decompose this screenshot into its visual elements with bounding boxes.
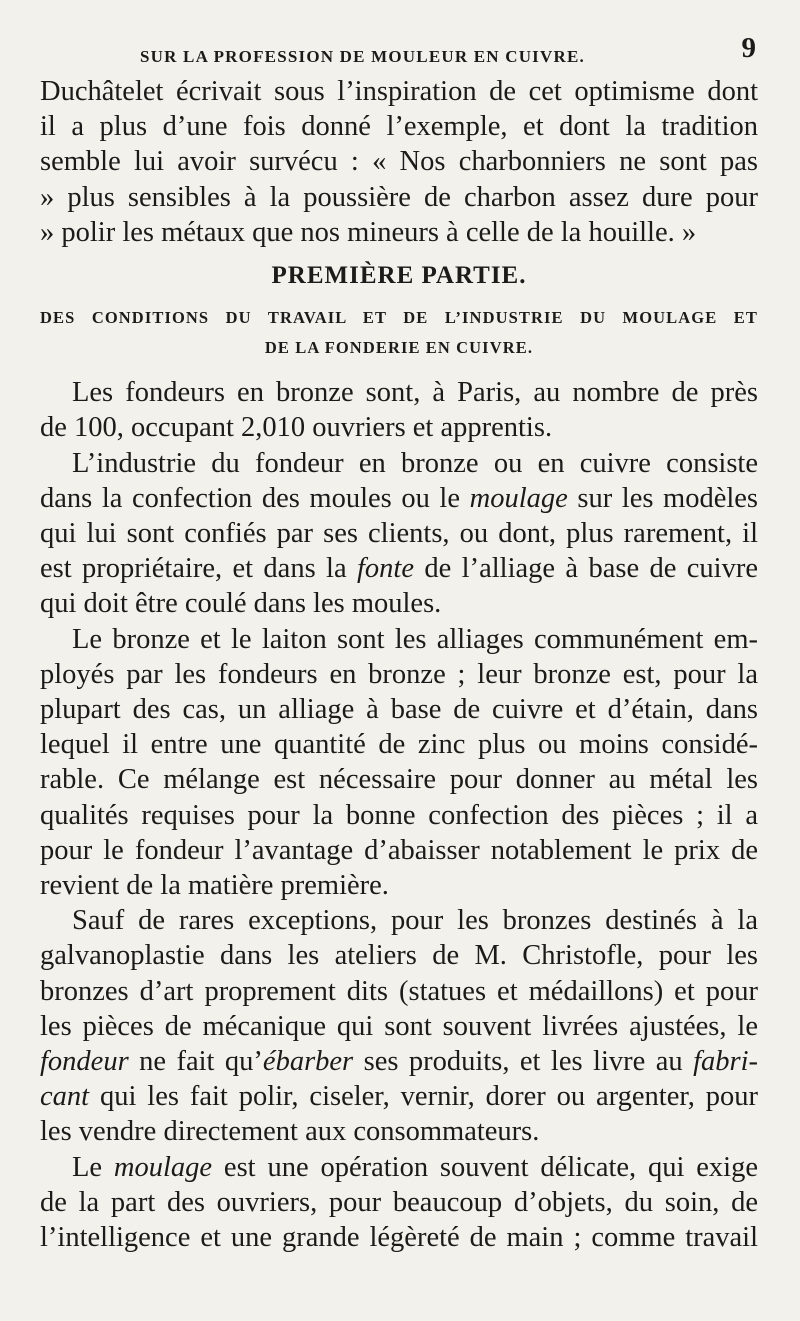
text-line: bronzes d’art proprement dits (statues et médaillons) et pour: [40, 975, 758, 1007]
text-segment: qui les fait polir, ciseler, vernir, dorer ou argenter, pour: [89, 1081, 758, 1113]
text-line: les pièces de mécanique qui sont souvent livrées ajustées, le: [40, 1010, 758, 1042]
text-line: Le bronze et le laiton sont les alliages communément em-: [72, 623, 758, 655]
running-title: SUR LA PROFESSION DE MOULEUR EN CUIVRE.: [140, 47, 585, 66]
text-line: [40, 1079, 758, 1114]
text-line: [40, 481, 758, 516]
text-line: Sauf de rares exceptions, pour les bronzes destinés à la: [72, 905, 758, 937]
text-line: les vendre directement aux consommateurs.: [40, 1116, 540, 1148]
section-title-line: DES CONDITIONS DU TRAVAIL ET DE L’INDUSTRIE DU MOULAGE ET: [40, 308, 758, 328]
text-segment: de l’alliage à base de cuivre: [414, 553, 758, 585]
text-line: pour le fondeur l’avantage d’abaisser notablement le prix de: [40, 834, 758, 866]
paragraph-3: [40, 622, 758, 904]
text-line: lequel il entre une quantité de zinc plus ou moins considé-: [40, 729, 758, 761]
paragraph-2: [40, 446, 758, 622]
intro-paragraph: [40, 74, 758, 250]
text-line: semble lui avoir survécu : « Nos charbonniers ne sont pas: [40, 146, 758, 178]
text-line: Duchâtelet écrivait sous l’inspiration de cet optimisme dont: [40, 76, 758, 107]
section-title: [40, 303, 758, 363]
text-line: l’intelligence et une grande légèreté de main ; comme travail: [40, 1222, 758, 1254]
part-title: PREMIÈRE PARTIE.: [271, 262, 527, 290]
text-line: galvanoplastie dans les ateliers de M. Christofle, pour les: [40, 940, 758, 972]
text-segment: ses produits, et les livre au: [353, 1046, 694, 1078]
paragraph-1: [40, 375, 758, 445]
text-line: de la part des ouvriers, pour beaucoup d’objets, du soin, de: [40, 1186, 758, 1218]
paragraph-5: [40, 1150, 758, 1256]
text-line: qualités requises pour la bonne confection des pièces ; il a: [40, 799, 758, 831]
paragraph-4: [40, 903, 758, 1149]
italic-term: moulage: [113, 1151, 213, 1183]
text-line: Les fondeurs en bronze sont, à Paris, au nombre de près: [72, 377, 758, 409]
text-segment: sur les modèles: [567, 482, 759, 514]
text-line: [40, 1150, 758, 1185]
text-line: qui doit être coulé dans les moules.: [40, 588, 442, 620]
italic-term: fonte: [357, 553, 415, 585]
text-line: rable. Ce mélange est nécessaire pour donner au métal les: [40, 764, 758, 796]
section-title-line: DE LA FONDERIE EN CUIVRE.: [264, 338, 534, 358]
running-head: [40, 30, 758, 74]
italic-term: fondeur: [40, 1046, 129, 1078]
text-segment: est une opération souvent délicate, qui exige: [212, 1151, 758, 1183]
text-line: il a plus d’une fois donné l’exemple, et dont la tradition: [40, 111, 758, 143]
text-segment: Le: [72, 1151, 114, 1183]
text-line: » polir les métaux que nos mineurs à celle de la houille. »: [40, 216, 697, 248]
italic-term: moulage: [469, 482, 568, 514]
text-segment: dans la confection des moules ou le: [40, 482, 470, 514]
page-number: 9: [741, 32, 756, 64]
text-segment: ne fait qu’: [128, 1046, 263, 1078]
text-line: plupart des cas, un alliage à base de cuivre et d’étain, dans: [40, 694, 758, 726]
text-line: ployés par les fondeurs en bronze ; leur bronze est, pour la: [40, 658, 758, 690]
text-line: [40, 1044, 758, 1079]
text-line: [40, 551, 758, 586]
italic-term: fabri-: [693, 1046, 759, 1078]
italic-term: ébarber: [262, 1046, 354, 1078]
body-text: [40, 74, 758, 1255]
italic-term: cant: [40, 1081, 90, 1113]
text-line: L’industrie du fondeur en bronze ou en cuivre consiste: [72, 447, 758, 479]
text-line: revient de la matière première.: [40, 870, 389, 902]
text-segment: est propriétaire, et dans la: [40, 553, 358, 585]
text-line: qui lui sont confiés par ses clients, ou dont, plus rarement, il: [40, 518, 758, 550]
text-line: » plus sensibles à la poussière de charbon assez dure pour: [40, 181, 758, 213]
text-line: de 100, occupant 2,010 ouvriers et apprentis.: [40, 412, 553, 444]
